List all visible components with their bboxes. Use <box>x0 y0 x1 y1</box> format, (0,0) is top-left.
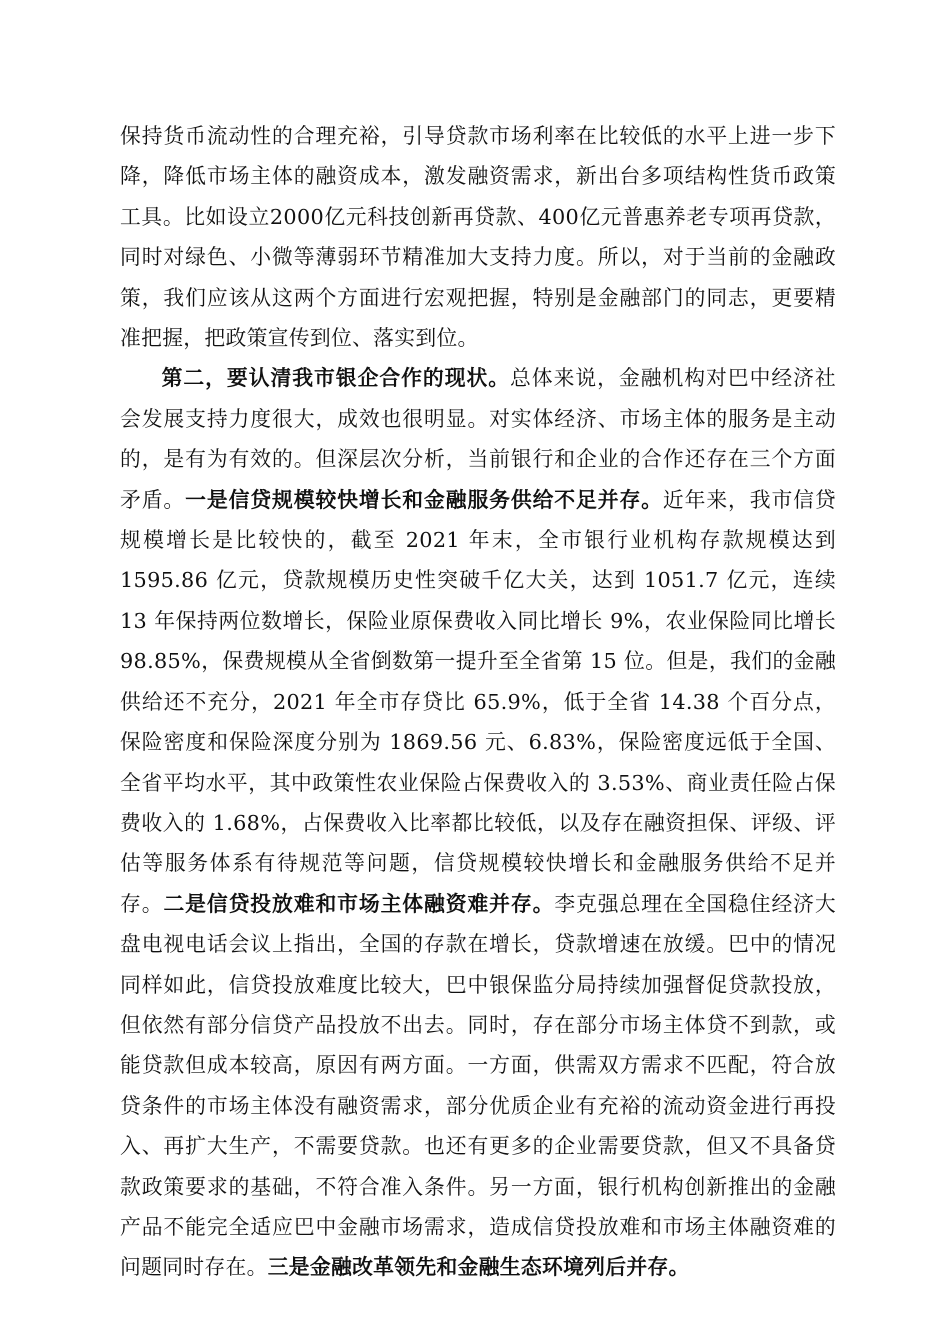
paragraph-bank-enterprise <box>120 358 836 1287</box>
paragraph-text: 近年来，我市信贷规模增长是比较快的，截至 2021 年末，全市银行业机构存款规模达到 1595.86 亿元，贷款规模历史性突破千亿大关，达到 1051.7 亿元，连续 13 年保持两位数增长，保险业原保费收入同比增长 9%，农业保险同比增长 98.85%，保费规模从全省倒数第一提升至全省第 15 位。但是，我们的金融供给还不充分，2021 年全市存贷比 65.9%，低于全省 14.38 个百分点，保险密度和保险深度分别为 1869.56 元、6.83%，保险密度远低于全国、全省平均水平，其中政策性农业保险占保费收入的 3.53%、商业责任险占保费收入的 1.68%，占保费收入比率都比较低，以及存在融资担保、评级、评估等服务体系有待规范等问题，信贷规模较快增长和金融服务供给不足并存。 <box>120 487 836 916</box>
paragraph-text: 保持货币流动性的合理充裕，引导贷款市场利率在比较低的水平上进一步下降，降低市场主体的融资成本，激发融资需求，新出台多项结构性货币政策工具。比如设立2000亿元科技创新再贷款、400亿元普惠养老专项再贷款，同时对绿色、小微等薄弱环节精准加大支持力度。所以，对于当前的金融政策，我们应该从这两个方面进行宏观把握，特别是金融部门的同志，更要精准把握，把政策宣传到位、落实到位。 <box>120 124 836 351</box>
paragraph-text: 李克强总理在全国稳住经济大盘电视电话会议上指出，全国的存款在增长，贷款增速在放缓。巴中的情况同样如此，信贷投放难度比较大，巴中银保监分局持续加强督促贷款投放，但依然有部分信贷产品投放不出去。同时，存在部分市场主体贷不到款，或能贷款但成本较高，原因有两方面。一方面，供需双方需求不匹配，符合放贷条件的市场主体没有融资需求，部分优质企业有充裕的流动资金进行再投入、再扩大生产，不需要贷款。也还有更多的企业需要贷款，但又不具备贷款政策要求的基础，不符合准入条件。另一方面，银行机构创新推出的金融产品不能完全适应巴中金融市场需求，造成信贷投放难和市场主体融资难的问题同时存在。 <box>120 891 836 1280</box>
document-page <box>120 116 836 1288</box>
point-one-heading: 一是信贷规模较快增长和金融服务供给不足并存。 <box>185 486 663 512</box>
paragraph-text: 总体来说，金融机构对巴中经济社会发展支持力度很大，成效也很明显。对实体经济、市场主体的服务是主动的，是有为有效的。但深层次分析，当前银行和企业的合作还存在三个方面矛盾。 <box>120 366 836 512</box>
point-two-heading: 二是信贷投放难和市场主体融资难并存。 <box>163 890 555 916</box>
section-heading: 第二，要认清我市银企合作的现状。 <box>161 365 511 391</box>
paragraph-policy <box>120 116 836 358</box>
point-three-heading: 三是金融改革领先和金融生态环境列后并存。 <box>267 1254 690 1280</box>
